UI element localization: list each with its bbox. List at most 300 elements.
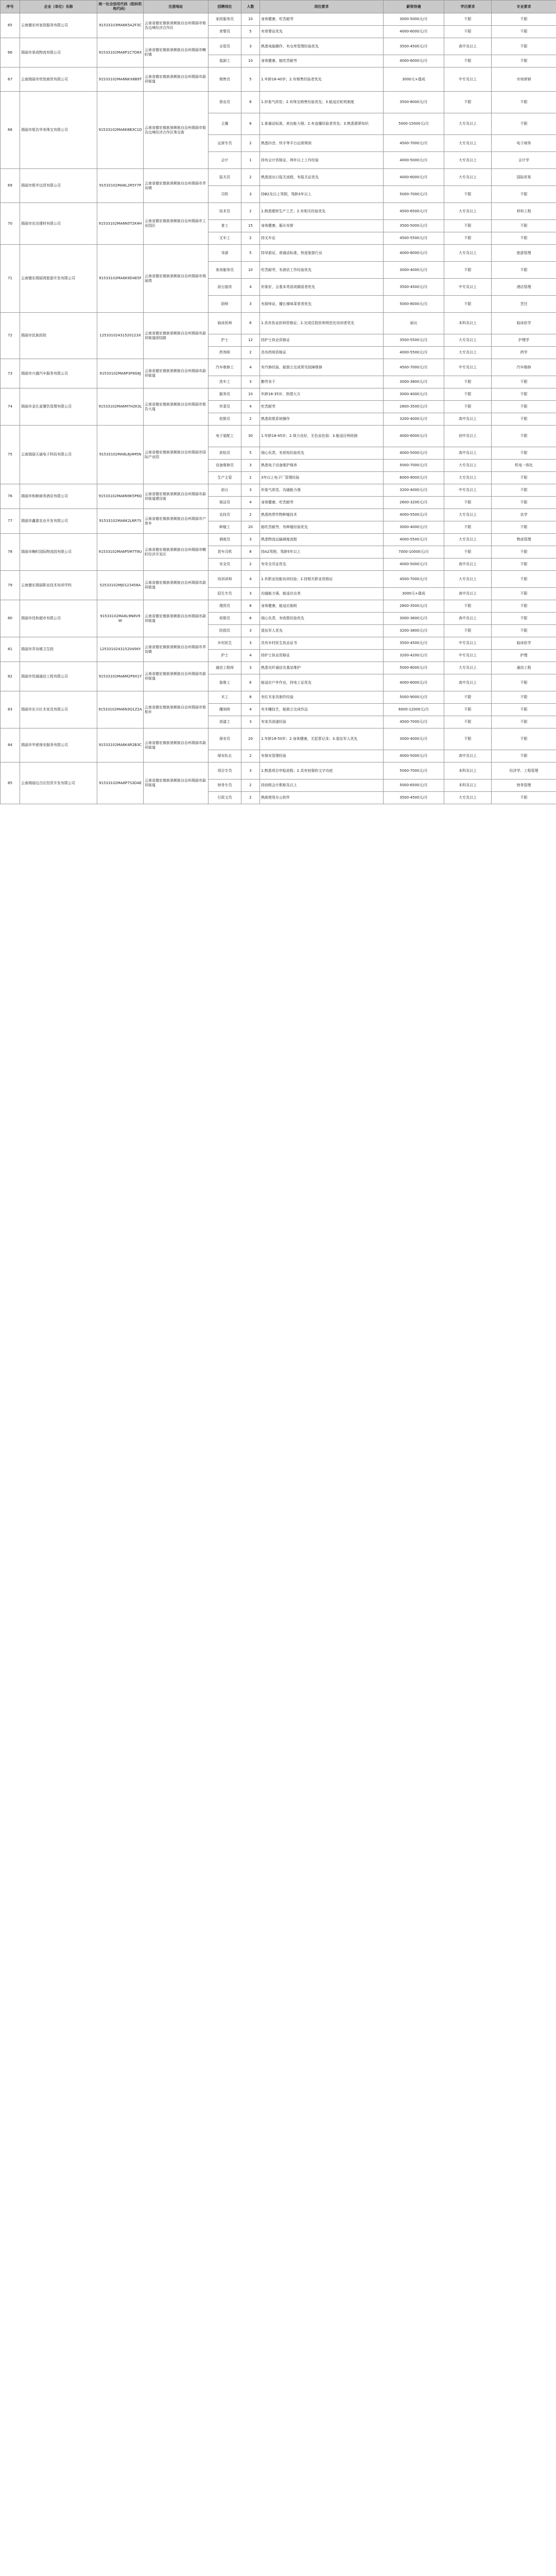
education-requirement: 不限 <box>444 26 492 38</box>
position-count: 3 <box>241 38 260 55</box>
position-count: 6 <box>241 313 260 334</box>
salary: 5000-7000元/月 <box>384 186 444 203</box>
row-number: 70 <box>1 203 20 245</box>
credit-code: 91533102MA6N3Q1Z2A <box>97 691 144 728</box>
registered-address: 云南省德宏傣族景颇族自治州瑞丽市畹町经济开发区 <box>144 534 208 571</box>
education-requirement: 不限 <box>444 186 492 203</box>
education-requirement: 不限 <box>444 716 492 728</box>
salary: 4000-6000元/月 <box>384 26 444 38</box>
company-name: 瑞丽市民族医院 <box>20 313 97 359</box>
table-header-row <box>1 1 556 13</box>
position-count: 6 <box>241 113 260 135</box>
major-requirement: 电子商务 <box>492 135 556 152</box>
row-number: 85 <box>1 762 20 804</box>
salary: 3500-4500元/月 <box>384 792 444 804</box>
row-number: 67 <box>1 67 20 92</box>
position-name: 技术员 <box>208 203 241 220</box>
credit-code: 91533102MA6M2P9X1Y <box>97 662 144 691</box>
major-requirement: 经济学、工程管理 <box>492 762 556 779</box>
table-row <box>1 571 556 588</box>
position-count: 6 <box>241 613 260 625</box>
salary: 4000-6000元/月 <box>384 426 444 447</box>
company-name: 云南德宏瑞丽职业技术培训学校 <box>20 571 97 600</box>
position-requirements: 身体健康，吃苦耐劳 <box>260 13 384 26</box>
education-requirement: 大专及以上 <box>444 152 492 169</box>
major-requirement: 不限 <box>492 588 556 600</box>
salary: 3000-4000元/月 <box>384 728 444 750</box>
position-count: 10 <box>241 13 260 26</box>
salary: 3200-4000元/月 <box>384 413 444 426</box>
position-name: 财务专员 <box>208 779 241 792</box>
salary: 3000-3600元/月 <box>384 613 444 625</box>
major-requirement: 不限 <box>492 691 556 704</box>
company-name: 云南瑞丽市欣悦商贸有限公司 <box>20 67 97 92</box>
position-count: 20 <box>241 521 260 534</box>
position-count: 4 <box>241 401 260 413</box>
position-name: 洗车工 <box>208 376 241 388</box>
education-requirement: 不限 <box>444 13 492 26</box>
position-requirements: 熟练使用办公软件 <box>260 792 384 804</box>
salary: 4000-6000元/月 <box>384 55 444 67</box>
credit-code: 91533102MA6P3F6G8J <box>97 359 144 388</box>
table-row <box>1 484 556 497</box>
company-name: 瑞丽市佳和超市有限公司 <box>20 600 97 637</box>
position-requirements: 沟通能力强，能适应出差 <box>260 588 384 600</box>
major-requirement: 不限 <box>492 186 556 203</box>
company-name: 瑞丽市东方红木家具有限公司 <box>20 691 97 728</box>
major-requirement: 材料工程 <box>492 203 556 220</box>
row-number: 83 <box>1 691 20 728</box>
position-name: 导游 <box>208 245 241 262</box>
salary: 3500-8000元/月 <box>384 92 444 113</box>
position-name: 育婴员 <box>208 26 241 38</box>
position-count: 3 <box>241 588 260 600</box>
position-count: 5 <box>241 245 260 262</box>
position-name: 安全员 <box>208 558 241 571</box>
salary: 3500-4500元/月 <box>384 279 444 296</box>
salary: 4500-7000元/月 <box>384 135 444 152</box>
registered-address: 云南省德宏傣族景颇族自治州瑞丽市勐卯街道 <box>144 662 208 691</box>
position-name: 行政文员 <box>208 792 241 804</box>
education-requirement: 中专及以上 <box>444 637 492 650</box>
education-requirement: 高中及以上 <box>444 750 492 762</box>
position-name: 招生专员 <box>208 588 241 600</box>
registered-address: 云南省德宏傣族景颇族自治州瑞丽市弄岛镇 <box>144 637 208 662</box>
salary: 3000元+提成 <box>384 588 444 600</box>
major-requirement: 汽车维修 <box>492 359 556 376</box>
company-name: 云南德宏州家政服务有限公司 <box>20 13 97 38</box>
position-count: 4 <box>241 279 260 296</box>
position-name: 销售员 <box>208 67 241 92</box>
major-requirement: 不限 <box>492 625 556 637</box>
position-count: 3 <box>241 534 260 546</box>
education-requirement: 高中及以上 <box>444 613 492 625</box>
position-requirements: 吃苦耐劳 <box>260 401 384 413</box>
table-row <box>1 203 556 220</box>
major-requirement: 不限 <box>492 376 556 388</box>
education-requirement: 中专及以上 <box>444 67 492 92</box>
salary: 4000-8000元/月 <box>384 245 444 262</box>
position-count: 12 <box>241 334 260 347</box>
table-row <box>1 426 556 447</box>
position-requirements: 有安全员证优先 <box>260 558 384 571</box>
major-requirement: 不限 <box>492 674 556 691</box>
position-name: 种植工 <box>208 521 241 534</box>
position-requirements: 身体健康，能适应倒班 <box>260 600 384 613</box>
education-requirement: 中专及以上 <box>444 359 492 376</box>
row-number: 77 <box>1 509 20 534</box>
col-header-code: 统一社会信用代码（组织机构代码） <box>97 1 144 13</box>
position-requirements: 能适应户外作业，持电工证优先 <box>260 674 384 691</box>
education-requirement: 不限 <box>444 92 492 113</box>
major-requirement: 旅游管理 <box>492 245 556 262</box>
position-name: 家政服务员 <box>208 13 241 26</box>
major-requirement: 不限 <box>492 38 556 55</box>
education-requirement: 大专及以上 <box>444 203 492 220</box>
salary: 2800-3500元/月 <box>384 401 444 413</box>
major-requirement: 不限 <box>492 426 556 447</box>
row-number: 78 <box>1 534 20 571</box>
salary: 5000-15000元/月 <box>384 113 444 135</box>
major-requirement: 不限 <box>492 447 556 460</box>
position-requirements: 有家具油漆经验 <box>260 716 384 728</box>
position-requirements: 年龄18-35岁，热情大方 <box>260 388 384 401</box>
salary: 5000-8000元/月 <box>384 296 444 313</box>
row-number: 74 <box>1 388 20 426</box>
company-name: 云南瑞丽天诚电子科技有限公司 <box>20 426 97 484</box>
position-count: 2 <box>241 472 260 484</box>
credit-code: 52533102MJ0123456A <box>97 571 144 600</box>
row-number: 69 <box>1 169 20 203</box>
col-header-address: 注册地址 <box>144 1 208 13</box>
position-name: 油漆工 <box>208 716 241 728</box>
credit-code: 91533102MA6N5T2K4H <box>97 203 144 245</box>
credit-code: 91533102MA6K4R2B3C <box>97 728 144 762</box>
col-header-no: 序号 <box>1 1 20 13</box>
position-count: 5 <box>241 26 260 38</box>
salary: 3200-4000元/月 <box>384 484 444 497</box>
col-header-position: 招聘岗位 <box>208 1 241 13</box>
company-name: 瑞丽市宏达建材有限公司 <box>20 203 97 245</box>
education-requirement: 大专及以上 <box>444 792 492 804</box>
table-row <box>1 92 556 113</box>
table-row <box>1 637 556 650</box>
position-requirements: 熟悉电子设备维护保养 <box>260 460 384 472</box>
position-count: 10 <box>241 55 260 67</box>
education-requirement: 不限 <box>444 376 492 388</box>
education-requirement: 初中及以上 <box>444 426 492 447</box>
company-name: 瑞丽市姐告华美珠宝有限公司 <box>20 92 97 169</box>
education-requirement: 大专及以上 <box>444 334 492 347</box>
major-requirement: 国际贸易 <box>492 169 556 186</box>
registered-address: 云南省德宏傣族景颇族自治州瑞丽市姐告边境经济合作区 <box>144 13 208 38</box>
position-requirements: 形象气质佳，沟通能力强 <box>260 484 384 497</box>
education-requirement: 不限 <box>444 704 492 716</box>
position-count: 3 <box>241 460 260 472</box>
row-number: 76 <box>1 484 20 509</box>
position-requirements: 3年以上电子厂管理经验 <box>260 472 384 484</box>
position-count: 10 <box>241 388 260 401</box>
position-count: 5 <box>241 447 260 460</box>
position-count: 2 <box>241 169 260 186</box>
major-requirement: 不限 <box>492 92 556 113</box>
major-requirement: 不限 <box>492 750 556 762</box>
salary: 3000-4000元/月 <box>384 262 444 279</box>
education-requirement: 不限 <box>444 728 492 750</box>
position-name: 装卸工 <box>208 55 241 67</box>
position-requirements: 1.年龄18-40岁；2.有销售经验者优先 <box>260 67 384 92</box>
position-name: 司机 <box>208 186 241 203</box>
position-count: 4 <box>241 497 260 509</box>
table-row <box>1 388 556 401</box>
table-row <box>1 762 556 779</box>
position-name: 装维工 <box>208 674 241 691</box>
position-name: 收银员 <box>208 413 241 426</box>
position-requirements: 1.普通话标准，表达能力强；2.有直播经验者优先；3.熟悉翡翠知识 <box>260 113 384 135</box>
major-requirement: 不限 <box>492 388 556 401</box>
major-requirement: 护理 <box>492 650 556 662</box>
position-name: 药剂师 <box>208 347 241 359</box>
position-count: 3 <box>241 625 260 637</box>
salary: 3500-5000元/月 <box>384 220 444 232</box>
registered-address: 云南省德宏傣族景颇族自治州瑞丽市国际产业园 <box>144 426 208 484</box>
education-requirement: 不限 <box>444 691 492 704</box>
position-requirements: 细心负责，有质检经验优先 <box>260 447 384 460</box>
position-name: 客房服务员 <box>208 262 241 279</box>
credit-code: 91533102MA6L2R5Y7P <box>97 169 144 203</box>
position-requirements: 持有会计资格证，两年以上工作经验 <box>260 152 384 169</box>
major-requirement: 药学 <box>492 347 556 359</box>
salary: 面议 <box>384 313 444 334</box>
major-requirement: 不限 <box>492 546 556 558</box>
major-requirement: 不限 <box>492 704 556 716</box>
salary: 4000-5500元/月 <box>384 509 444 521</box>
table-row <box>1 169 556 186</box>
credit-code: 91533102MA6K9D4E5F <box>97 245 144 313</box>
registered-address: 云南省德宏傣族景颇族自治州瑞丽市勐卯街道 <box>144 359 208 388</box>
credit-code: 91533102MA6P7S3D4E <box>97 762 144 804</box>
position-count: 8 <box>241 92 260 113</box>
education-requirement: 本科及以上 <box>444 762 492 779</box>
col-header-requirements: 岗位要求 <box>260 1 384 13</box>
position-requirements: 1.形象气质佳；2.有珠宝销售经验优先；3.能适应轮班制度 <box>260 92 384 113</box>
position-count: 3 <box>241 484 260 497</box>
registered-address: 云南省德宏傣族景颇族自治州瑞丽市勐卯街道 <box>144 728 208 762</box>
major-requirement: 烹饪 <box>492 296 556 313</box>
position-requirements: 身体健康，吃苦耐劳 <box>260 497 384 509</box>
position-requirements: 熟悉电脑操作，有仓库管理经验优先 <box>260 38 384 55</box>
major-requirement: 不限 <box>492 558 556 571</box>
position-name: 营业员 <box>208 92 241 113</box>
row-number: 71 <box>1 245 20 313</box>
row-number: 84 <box>1 728 20 762</box>
salary: 4000-6000元/月 <box>384 169 444 186</box>
education-requirement: 不限 <box>444 232 492 245</box>
major-requirement: 不限 <box>492 232 556 245</box>
position-requirements: 身体健康，服从安排 <box>260 220 384 232</box>
registered-address: 云南省德宏傣族景颇族自治州瑞丽市户育乡 <box>144 509 208 534</box>
education-requirement: 不限 <box>444 55 492 67</box>
position-requirements: 熟悉物流运输调度流程 <box>260 534 384 546</box>
education-requirement: 大专及以上 <box>444 534 492 546</box>
row-number: 81 <box>1 637 20 662</box>
credit-code: 91533103MA6K5A2F3C <box>97 13 144 38</box>
company-name: 瑞丽市弄岛镇卫生院 <box>20 637 97 662</box>
position-requirements: 退伍军人优先 <box>260 625 384 637</box>
col-header-major: 专业要求 <box>492 1 556 13</box>
position-requirements: 1.有职业技能培训经验；2.持相关职业资格证 <box>260 571 384 588</box>
registered-address: 云南省德宏傣族景颇族自治州瑞丽市勐卯街道 <box>144 67 208 92</box>
position-name: 农技员 <box>208 509 241 521</box>
position-count: 8 <box>241 546 260 558</box>
table-row <box>1 359 556 376</box>
salary: 6000-9000元/月 <box>384 472 444 484</box>
education-requirement: 大专及以上 <box>444 509 492 521</box>
position-requirements: 有红木家具制作经验 <box>260 691 384 704</box>
major-requirement: 酒店管理 <box>492 279 556 296</box>
position-requirements: 熟悉进出口报关流程，有报关证优先 <box>260 169 384 186</box>
registered-address: 云南省德宏傣族景颇族自治州瑞丽市姐相乡 <box>144 691 208 728</box>
row-number: 66 <box>1 38 20 67</box>
registered-address: 云南省德宏傣族景颇族自治州瑞丽市瑞丽湾 <box>144 245 208 313</box>
credit-code: 91533102MA6NKX8B9T <box>97 67 144 92</box>
position-requirements: 有汽修经验，能独立完成常见故障维修 <box>260 359 384 376</box>
position-requirements: 有育婴证优先 <box>260 26 384 38</box>
table-row <box>1 245 556 262</box>
position-name: 临床医师 <box>208 313 241 334</box>
education-requirement: 大专及以上 <box>444 571 492 588</box>
position-requirements: 持叉车证 <box>260 232 384 245</box>
position-requirements: 具有乡村医生执业证书 <box>260 637 384 650</box>
position-requirements: 细心负责，有收银经验优先 <box>260 613 384 625</box>
position-name: 理货员 <box>208 600 241 613</box>
position-count: 3 <box>241 637 260 650</box>
position-name: 质检员 <box>208 447 241 460</box>
position-name: 生产主管 <box>208 472 241 484</box>
major-requirement: 机电一体化 <box>492 460 556 472</box>
company-name: 云南德宏瑞丽湾旅游开发有限公司 <box>20 245 97 313</box>
position-count: 6 <box>241 674 260 691</box>
major-requirement: 不限 <box>492 484 556 497</box>
position-requirements: 熟悉抖音、快手等平台运营规则 <box>260 135 384 152</box>
position-requirements: 1.熟悉建材生产工艺；2.有相关经验优先 <box>260 203 384 220</box>
position-name: 会计 <box>208 152 241 169</box>
position-count: 4 <box>241 650 260 662</box>
salary: 4500-7000元/月 <box>384 571 444 588</box>
credit-code: 91533102MA6K8B3C1D <box>97 92 144 169</box>
row-number: 68 <box>1 92 20 169</box>
major-requirement: 不限 <box>492 728 556 750</box>
position-requirements: 有木雕技艺，能独立完成作品 <box>260 704 384 716</box>
salary: 3200-3800元/月 <box>384 625 444 637</box>
position-count: 3 <box>241 762 260 779</box>
salary: 4500-6500元/月 <box>384 203 444 220</box>
education-requirement: 中专及以上 <box>444 650 492 662</box>
registered-address: 云南省德宏傣族景颇族自治州瑞丽市畹町镇 <box>144 38 208 67</box>
major-requirement: 临床医学 <box>492 637 556 650</box>
position-name: 保安队长 <box>208 750 241 762</box>
education-requirement: 不限 <box>444 262 492 279</box>
table-row <box>1 313 556 334</box>
company-name: 瑞丽市兴盛汽车服务有限公司 <box>20 359 97 388</box>
major-requirement: 物流管理 <box>492 534 556 546</box>
position-name: 保洁员 <box>208 497 241 509</box>
position-requirements: 1.年龄18-50岁；2.身体健康，无犯罪记录；3.退伍军人优先 <box>260 728 384 750</box>
position-name: 仓管员 <box>208 38 241 55</box>
col-header-salary: 薪资待遇 <box>384 1 444 13</box>
position-name: 厨师 <box>208 296 241 313</box>
company-name: 云南瑞丽边合区投资开发有限公司 <box>20 762 97 804</box>
major-requirement: 不限 <box>492 113 556 135</box>
salary: 5000-8000元/月 <box>384 662 444 674</box>
company-name: 瑞丽市华夏保安服务有限公司 <box>20 728 97 762</box>
education-requirement: 大专及以上 <box>444 662 492 674</box>
registered-address: 云南省德宏傣族景颇族自治州瑞丽市姐告边境经济合作区珠宝街 <box>144 92 208 169</box>
registered-address: 云南省德宏傣族景颇族自治州瑞丽市弄岛镇 <box>144 169 208 203</box>
position-requirements: 能吃苦耐劳，有种植经验优先 <box>260 521 384 534</box>
salary: 3200-4200元/月 <box>384 650 444 662</box>
major-requirement: 不限 <box>492 600 556 613</box>
education-requirement: 本科及以上 <box>444 779 492 792</box>
position-name: 前台 <box>208 484 241 497</box>
position-count: 2 <box>241 779 260 792</box>
education-requirement: 大专及以上 <box>444 347 492 359</box>
position-count: 2 <box>241 558 260 571</box>
position-requirements: 具有药师资格证 <box>260 347 384 359</box>
salary: 6000-12000元/月 <box>384 704 444 716</box>
salary: 3000-4000元/月 <box>384 521 444 534</box>
position-name: 货车司机 <box>208 546 241 558</box>
salary: 5000-9000元/月 <box>384 691 444 704</box>
position-count: 3 <box>241 186 260 203</box>
major-requirement: 不限 <box>492 521 556 534</box>
col-header-education: 学历要求 <box>444 1 492 13</box>
position-count: 2 <box>241 750 260 762</box>
major-requirement: 不限 <box>492 792 556 804</box>
table-row <box>1 662 556 674</box>
major-requirement: 会计学 <box>492 152 556 169</box>
table-row <box>1 13 556 26</box>
registered-address: 云南省德宏傣族景颇族自治州瑞丽市勐卯街道 <box>144 600 208 637</box>
education-requirement: 本科及以上 <box>444 313 492 334</box>
position-requirements: 身体健康，能吃苦耐劳 <box>260 55 384 67</box>
position-count: 15 <box>241 220 260 232</box>
row-number: 79 <box>1 571 20 600</box>
position-count: 3 <box>241 662 260 674</box>
position-count: 2 <box>241 135 260 152</box>
position-name: 通信工程师 <box>208 662 241 674</box>
table-row <box>1 728 556 750</box>
row-number: 75 <box>1 426 20 484</box>
education-requirement: 不限 <box>444 546 492 558</box>
position-count: 3 <box>241 716 260 728</box>
education-requirement: 不限 <box>444 220 492 232</box>
salary: 4000-5500元/月 <box>384 534 444 546</box>
table-row <box>1 600 556 613</box>
education-requirement: 不限 <box>444 388 492 401</box>
education-requirement: 高中及以上 <box>444 447 492 460</box>
salary: 4500-5500元/月 <box>384 232 444 245</box>
position-count: 8 <box>241 600 260 613</box>
education-requirement: 高中及以上 <box>444 588 492 600</box>
salary: 3000元+提成 <box>384 67 444 92</box>
salary: 4000-5500元/月 <box>384 347 444 359</box>
position-name: 雕刻师 <box>208 704 241 716</box>
major-requirement: 不限 <box>492 472 556 484</box>
position-name: 木工 <box>208 691 241 704</box>
salary: 4000-6000元/月 <box>384 674 444 691</box>
position-requirements: 形象好，会基本英语或缅语者优先 <box>260 279 384 296</box>
